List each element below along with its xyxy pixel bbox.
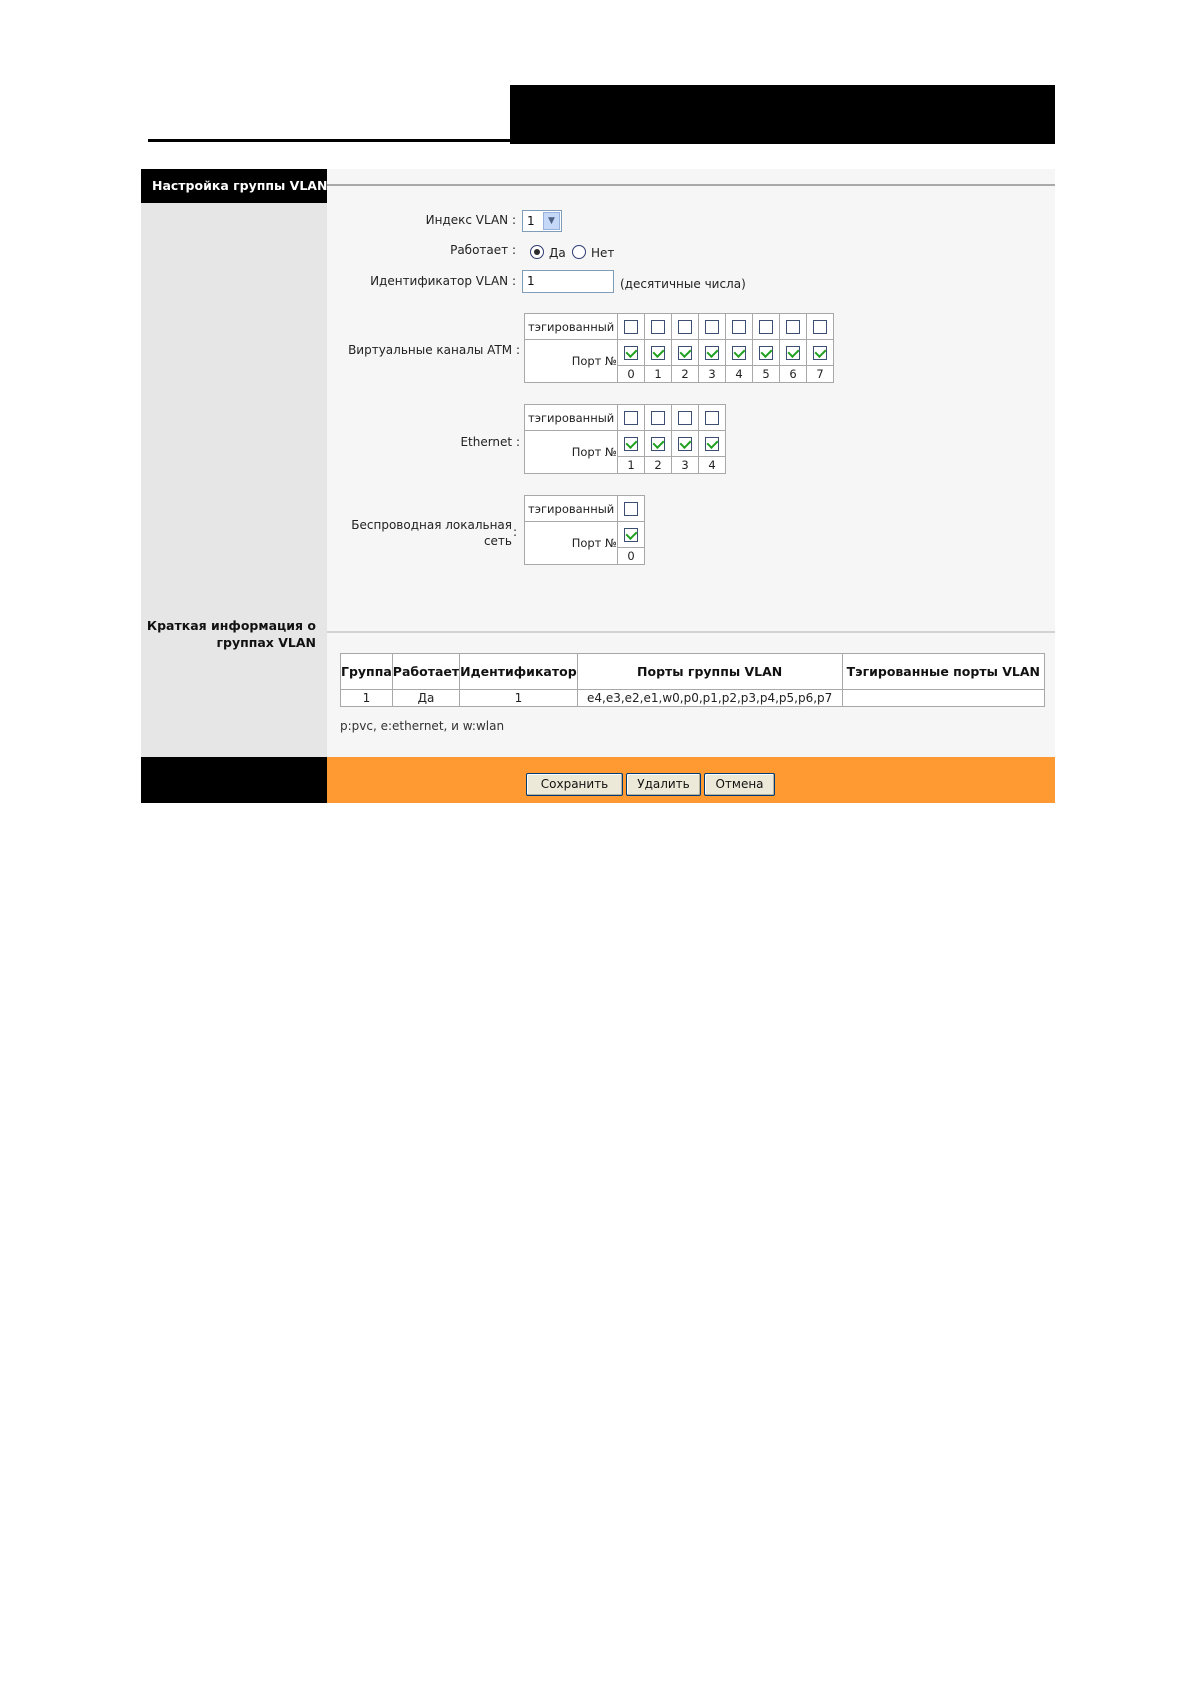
wlan-label-line2: сеть <box>483 534 512 548</box>
port-label: Порт № <box>525 431 618 474</box>
tagged-label: тэгированный <box>525 496 618 522</box>
eth-port-number: 4 <box>699 457 726 474</box>
port-legend: p:pvc, e:ethernet, и w:wlan <box>340 719 505 733</box>
divider <box>327 631 1055 633</box>
header-banner <box>510 85 1055 144</box>
section-title: Настройка группы VLAN <box>141 169 327 203</box>
table-cell: Да <box>392 690 459 707</box>
atm-tagged-checkbox-5[interactable] <box>759 320 773 334</box>
atm-port-checkbox-1[interactable] <box>651 346 665 360</box>
atm-tagged-checkbox-0[interactable] <box>624 320 638 334</box>
eth-port-checkbox-1[interactable] <box>624 437 638 451</box>
atm-port-checkbox-7[interactable] <box>813 346 827 360</box>
vlan-id-label: Идентификатор VLAN : <box>370 274 516 288</box>
vlan-panel <box>141 169 1055 803</box>
eth-port-number: 3 <box>672 457 699 474</box>
eth-port-number: 2 <box>645 457 672 474</box>
atm-tagged-checkbox-4[interactable] <box>732 320 746 334</box>
atm-tagged-checkbox-6[interactable] <box>786 320 800 334</box>
ethernet-label: Ethernet : <box>460 435 520 449</box>
port-label: Порт № <box>525 340 618 383</box>
atm-port-checkbox-6[interactable] <box>786 346 800 360</box>
atm-tagged-checkbox-7[interactable] <box>813 320 827 334</box>
left-footer <box>141 757 327 803</box>
port-label: Порт № <box>525 522 618 565</box>
atm-port-checkbox-5[interactable] <box>759 346 773 360</box>
table-cell: 1 <box>460 690 578 707</box>
vlan-index-value: 1 <box>527 214 535 228</box>
table-cell: e4,e3,e2,e1,w0,p0,p1,p2,p3,p4,p5,p6,p7 <box>577 690 842 707</box>
eth-port-checkbox-4[interactable] <box>705 437 719 451</box>
atm-port-number: 6 <box>780 366 807 383</box>
cancel-button[interactable]: Отмена <box>704 773 775 796</box>
vlan-index-label: Индекс VLAN : <box>425 213 516 227</box>
table-row <box>341 690 1045 707</box>
vlan-id-hint: (десятичные числа) <box>620 277 746 291</box>
column-header: Группа <box>341 654 393 690</box>
tagged-label: тэгированный <box>525 405 618 431</box>
table-cell: 1 <box>341 690 393 707</box>
atm-tagged-checkbox-3[interactable] <box>705 320 719 334</box>
atm-tagged-checkbox-1[interactable] <box>651 320 665 334</box>
atm-port-number: 4 <box>726 366 753 383</box>
atm-port-checkbox-4[interactable] <box>732 346 746 360</box>
eth-tagged-checkbox-3[interactable] <box>678 411 692 425</box>
wlan-tagged-checkbox-0[interactable] <box>624 502 638 516</box>
table-cell <box>842 690 1044 707</box>
ethernet-port-grid <box>524 404 726 474</box>
active-yes-radio[interactable] <box>530 245 544 259</box>
eth-tagged-checkbox-4[interactable] <box>705 411 719 425</box>
wlan-label-line1: Беспроводная локальная <box>351 518 512 532</box>
wlan-label <box>330 517 512 549</box>
left-column <box>141 169 327 803</box>
vlan-index-select[interactable] <box>522 210 562 232</box>
active-no-label: Нет <box>591 246 615 260</box>
wlan-label-colon: : <box>513 525 518 539</box>
vlan-summary-table <box>340 653 1045 707</box>
atm-tagged-checkbox-2[interactable] <box>678 320 692 334</box>
eth-port-checkbox-3[interactable] <box>678 437 692 451</box>
tagged-label: тэгированный <box>525 314 618 340</box>
wlan-port-grid <box>524 495 645 565</box>
summary-section-title: Краткая информация о группах VLAN <box>146 618 316 650</box>
wlan-port-checkbox-0[interactable] <box>624 528 638 542</box>
delete-button[interactable]: Удалить <box>626 773 701 796</box>
divider <box>327 184 1055 186</box>
wlan-port-number: 0 <box>618 548 645 565</box>
active-no-radio[interactable] <box>572 245 586 259</box>
atm-port-number: 1 <box>645 366 672 383</box>
column-header: Порты группы VLAN <box>577 654 842 690</box>
atm-label: Виртуальные каналы ATM : <box>348 343 520 357</box>
atm-port-grid <box>524 313 834 383</box>
active-label: Работает : <box>450 243 516 257</box>
atm-port-number: 2 <box>672 366 699 383</box>
eth-tagged-checkbox-1[interactable] <box>624 411 638 425</box>
eth-port-number: 1 <box>618 457 645 474</box>
column-header: Идентификатор <box>460 654 578 690</box>
atm-port-number: 0 <box>618 366 645 383</box>
atm-port-number: 3 <box>699 366 726 383</box>
eth-tagged-checkbox-2[interactable] <box>651 411 665 425</box>
atm-port-number: 5 <box>753 366 780 383</box>
atm-port-number: 7 <box>807 366 834 383</box>
active-yes-label: Да <box>549 246 566 260</box>
eth-port-checkbox-2[interactable] <box>651 437 665 451</box>
atm-port-checkbox-0[interactable] <box>624 346 638 360</box>
atm-port-checkbox-2[interactable] <box>678 346 692 360</box>
chevron-down-icon[interactable]: ▼ <box>543 212 560 230</box>
column-header: Тэгированные порты VLAN <box>842 654 1044 690</box>
header-rule <box>148 139 510 142</box>
column-header: Работает <box>392 654 459 690</box>
save-button[interactable]: Сохранить <box>526 773 623 796</box>
atm-port-checkbox-3[interactable] <box>705 346 719 360</box>
vlan-id-input[interactable]: 1 <box>522 270 614 293</box>
